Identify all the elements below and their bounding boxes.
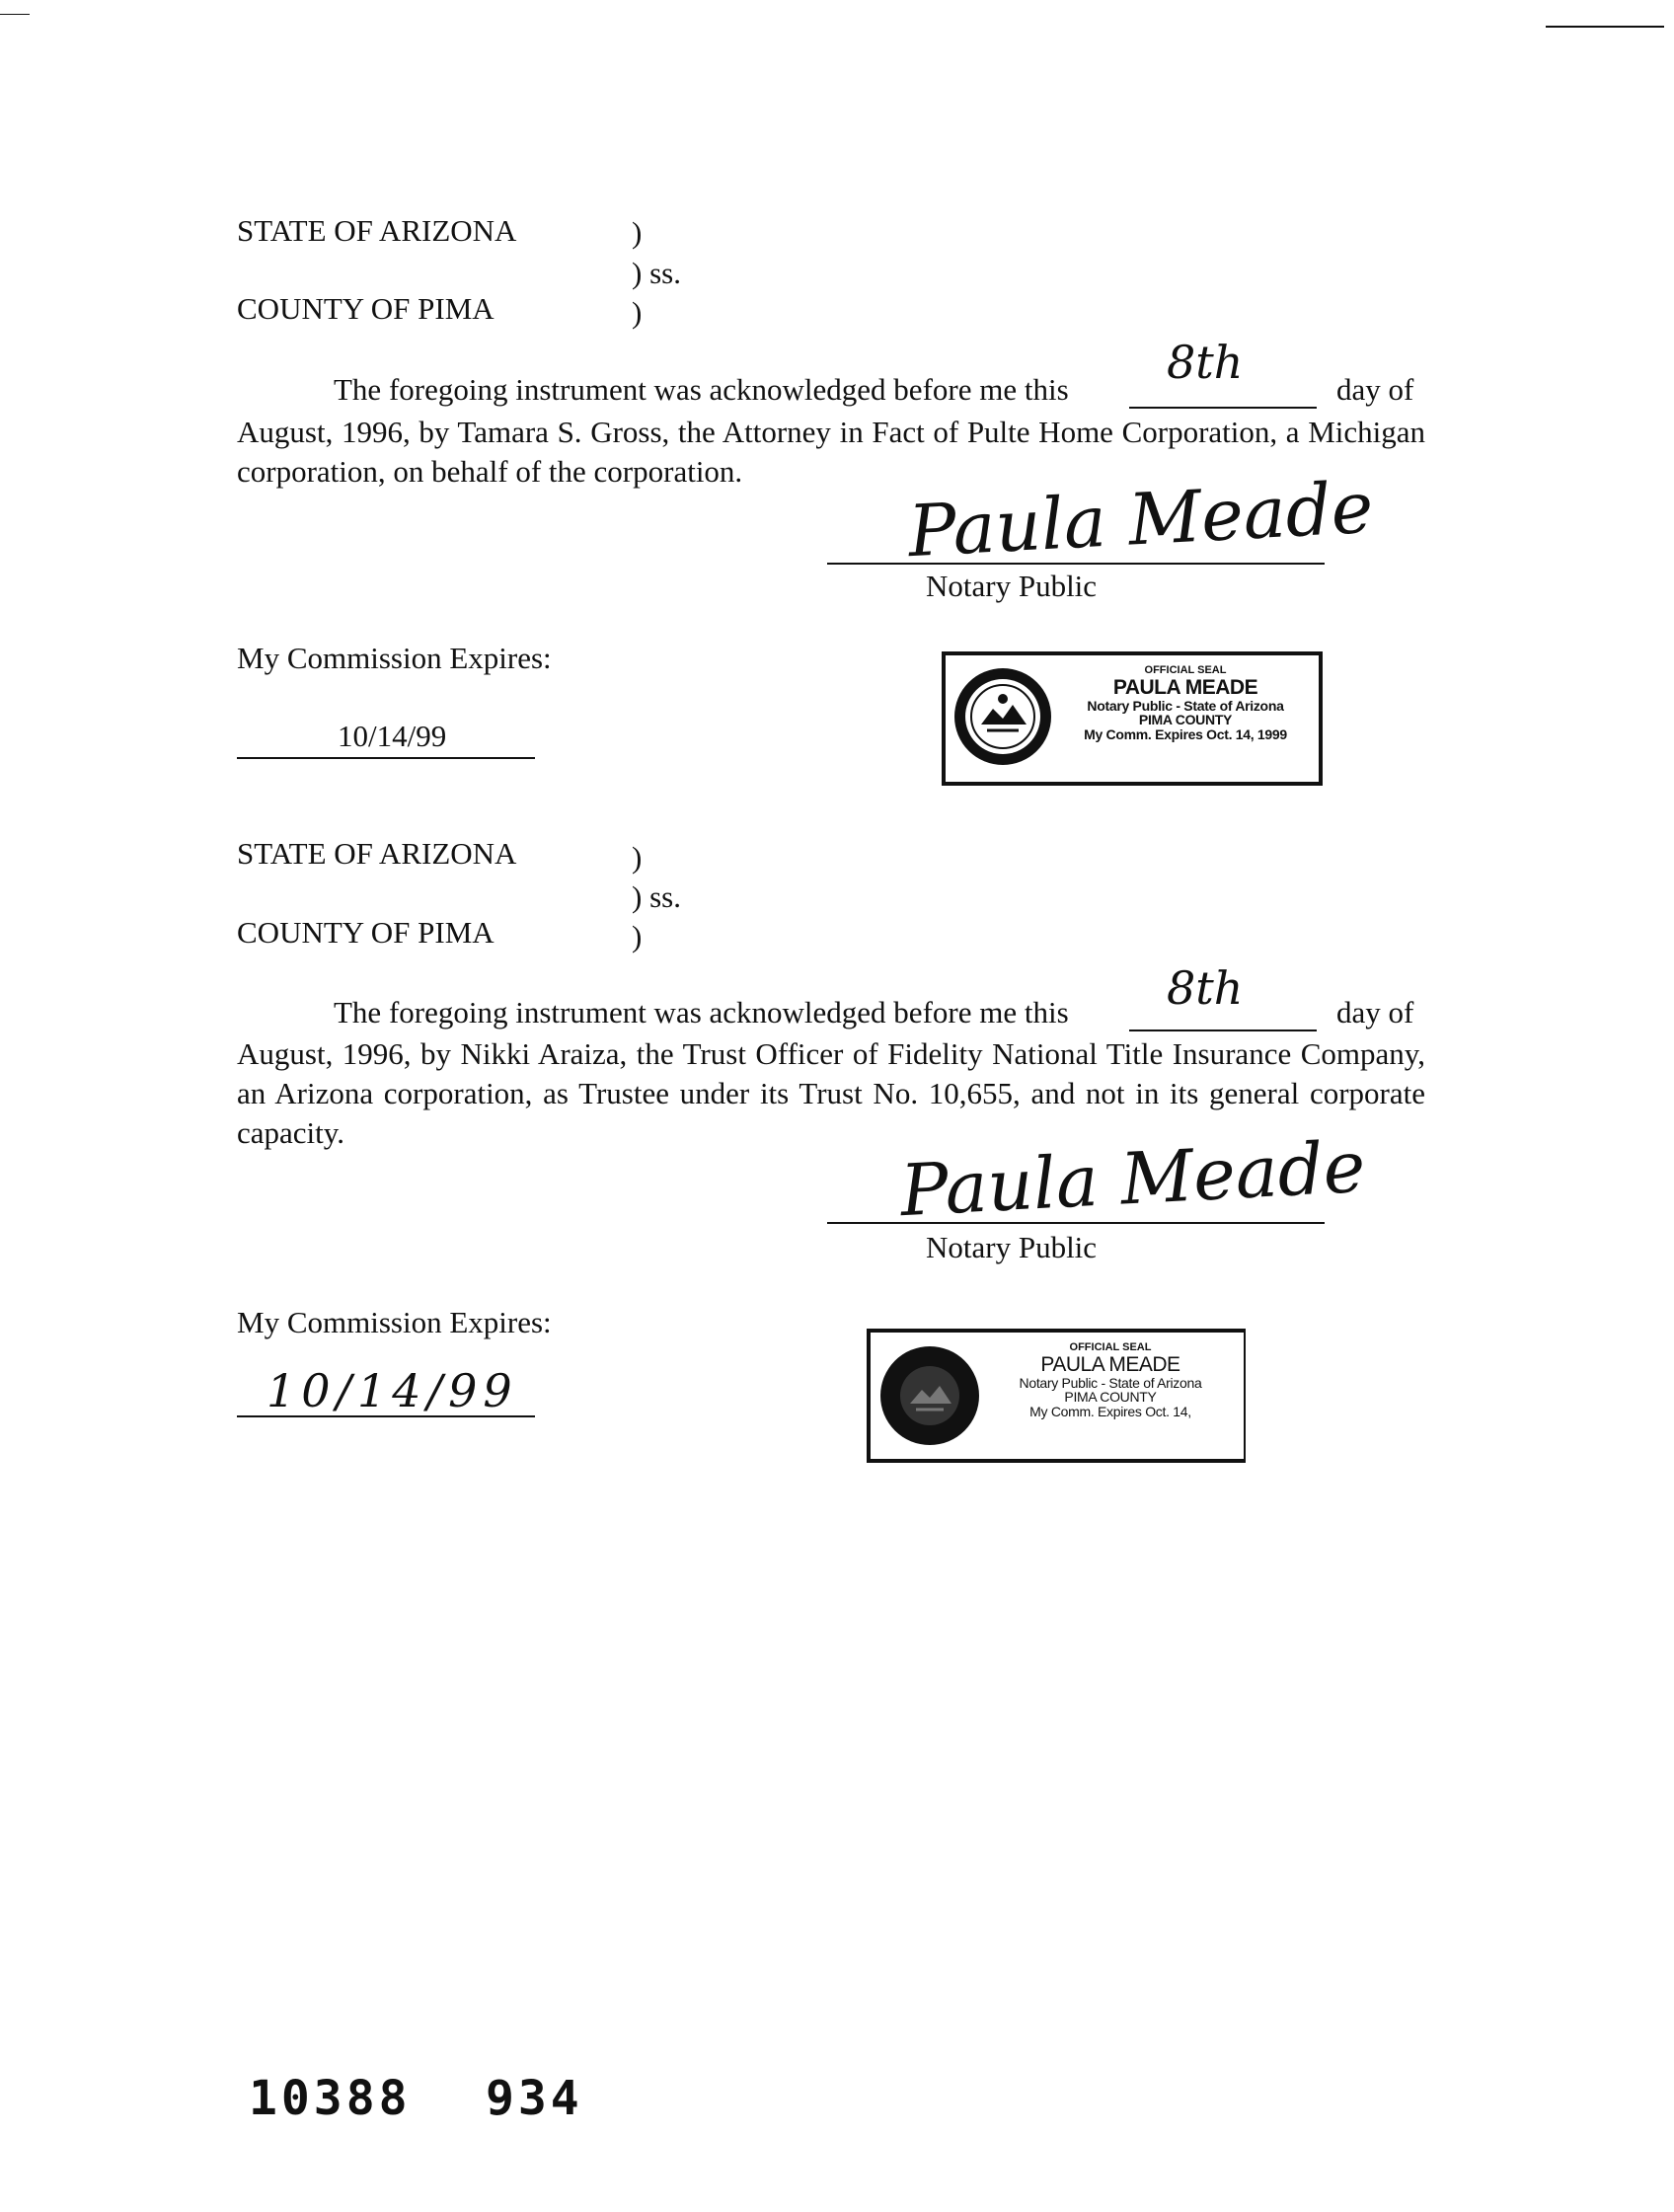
- arizona-seal-emblem-icon: [951, 665, 1054, 768]
- seal-expiry: My Comm. Expires Oct. 14,: [1029, 1403, 1191, 1419]
- venue-state: STATE OF ARIZONA: [237, 836, 517, 871]
- scan-mark-top-left: [0, 14, 30, 15]
- seal-notary-name: PAULA MEADE: [1040, 1352, 1180, 1376]
- venue-county: COUNTY OF PIMA: [237, 291, 495, 326]
- commission-date-line: [237, 1415, 535, 1417]
- ack-body: August, 1996, by Tamara S. Gross, the Attorney in Fact of Pulte Home Corporation, a Michigan corporation, on behalf of the corporation.: [237, 415, 1425, 489]
- day-blank-line: [1129, 407, 1317, 409]
- record-page-number: 934: [486, 2071, 583, 2126]
- notary-seal-stamp: [867, 1329, 1246, 1463]
- venue-county: COUNTY OF PIMA: [237, 915, 495, 950]
- venue-paren-top: ): [632, 840, 643, 875]
- venue-paren-bottom: ): [632, 919, 643, 953]
- scan-mark-top-right: [1546, 26, 1664, 28]
- ack-suffix: day of: [1336, 372, 1414, 407]
- ack-prefix: The foregoing instrument was acknowledged before me this: [334, 995, 1069, 1030]
- seal-notary-state: Notary Public - State of Arizona: [1087, 697, 1284, 714]
- seal-official-label: OFFICIAL SEAL: [1069, 1341, 1152, 1353]
- venue-paren-top: ): [632, 215, 643, 250]
- notary-signature: Paula Meade: [898, 1124, 1368, 1233]
- ack-body: August, 1996, by Nikki Araiza, the Trust Officer of Fidelity National Title Insurance Company, an Arizona corporation, as Trustee under its Trust No. 10,655, and not in its general corporate capacity.: [237, 1036, 1425, 1150]
- signature-line: [827, 1222, 1325, 1224]
- notary-signature: Paula Meade: [906, 465, 1376, 573]
- venue-paren-bottom: ): [632, 295, 643, 330]
- seal-notary-state: Notary Public - State of Arizona: [1019, 1374, 1202, 1391]
- venue-ss: ) ss.: [632, 879, 681, 914]
- seal-county: PIMA COUNTY: [1064, 1389, 1157, 1406]
- seal-county: PIMA COUNTY: [1138, 712, 1233, 728]
- notary-label: Notary Public: [926, 569, 1098, 603]
- record-docket-number: 10388: [249, 2071, 412, 2126]
- commission-date: 10/14/99: [338, 719, 447, 753]
- commission-label: My Commission Expires:: [237, 641, 552, 675]
- arizona-seal-emblem-icon: [878, 1344, 981, 1447]
- commission-date-handwritten: 10/14/99: [266, 1364, 518, 1417]
- day-handwritten: 8th: [1167, 336, 1244, 389]
- seal-expiry: My Comm. Expires Oct. 14, 1999: [1084, 725, 1287, 742]
- day-blank-line: [1129, 1030, 1317, 1031]
- seal-notary-name: PAULA MEADE: [1112, 675, 1258, 699]
- venue-ss: ) ss.: [632, 256, 681, 290]
- ack-suffix: day of: [1336, 995, 1414, 1030]
- seal-text: [1056, 665, 1315, 742]
- ack-prefix: The foregoing instrument was acknowledged before me this: [334, 372, 1069, 407]
- venue-state: STATE OF ARIZONA: [237, 213, 517, 248]
- seal-text: [981, 1342, 1240, 1419]
- seal-official-label: OFFICIAL SEAL: [1144, 664, 1227, 676]
- notary-seal-stamp: [942, 651, 1323, 786]
- notary-label: Notary Public: [926, 1230, 1098, 1264]
- signature-line: [827, 563, 1325, 565]
- day-handwritten: 8th: [1167, 961, 1244, 1015]
- commission-label: My Commission Expires:: [237, 1305, 552, 1339]
- commission-date-line: [237, 757, 535, 759]
